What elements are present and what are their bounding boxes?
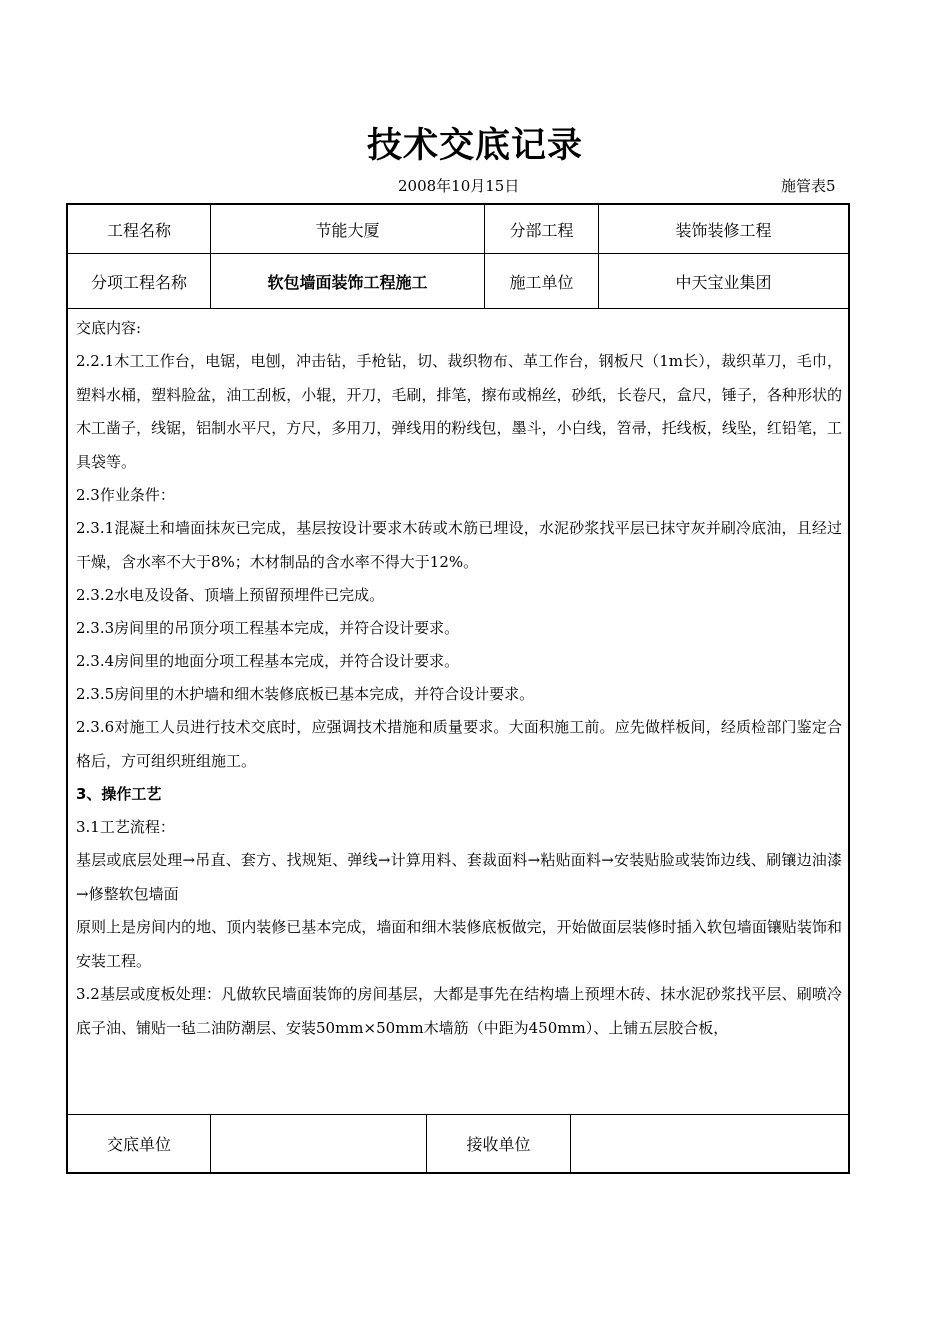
section-3-heading: 3、操作工艺: [76, 785, 162, 803]
content-intro: 交底内容:: [76, 319, 142, 337]
issuer-label: 交底单位: [68, 1115, 211, 1172]
issuer-value: [211, 1115, 427, 1172]
disclosure-content: [76, 312, 842, 1045]
page-title: 技术交底记录: [366, 126, 583, 166]
receiver-label: 接收单位: [427, 1115, 571, 1172]
record-date: 2008年10月15日: [398, 177, 520, 195]
paragraph-2-3: 2.3作业条件：: [76, 486, 175, 504]
paragraph-3-2: 3.2基层或度板处理：凡做软民墙面装饰的房间基层，大都是事先在结构墙上预埋木砖、抹水泥砂浆找平层、刷喷冷底子油、铺贴一毡二油防潮层、安装50mm×50mm木墙筋（中距为450mm）、上铺五层胶合板，: [76, 985, 842, 1037]
paragraph-2-3-3: 2.3.3房间里的吊顶分项工程基本完成，并符合设计要求。: [76, 619, 460, 637]
record-table: [66, 203, 850, 1174]
paragraph-3-1: 3.1工艺流程：: [76, 818, 175, 836]
paragraph-2-3-1: 2.3.1混凝土和墙面抹灰已完成，基层按设计要求木砖或木筋已埋设，水泥砂浆找平层已抹守灰并刷冷底油，且经过干燥，含水率不大于8%；木材制品的含水率不得大于12%。: [76, 519, 842, 571]
form-number: 施管表5: [781, 177, 836, 195]
receiver-value: [571, 1115, 848, 1172]
paragraph-2-3-6: 2.3.6对施工人员进行技术交底时，应强调技术措施和质量要求。大面积施工前。应先做样板间，经质检部门鉴定合格后，方可组织班组施工。: [76, 718, 842, 770]
division-label: 分部工程: [485, 205, 599, 253]
project-name-value: 节能大厦: [211, 205, 485, 253]
subitem-value: 软包墙面装饰工程施工: [211, 254, 485, 308]
paragraph-process-flow: 基层或底层处理→吊直、套方、找规矩、弹线→计算用料、套裁面料→粘贴面料→安装贴脸或装饰边线、刷镶边油漆→修整软包墙面: [76, 851, 842, 903]
subitem-label: 分项工程名称: [68, 254, 211, 308]
project-name-label: 工程名称: [68, 205, 211, 253]
contractor-label: 施工单位: [485, 254, 599, 308]
paragraph-2-3-5: 2.3.5房间里的木护墙和细木装修底板已基本完成，并符合设计要求。: [76, 685, 535, 703]
paragraph-principle: 原则上是房间内的地、顶内装修已基本完成，墙面和细木装修底板做完，开始做面层装修时插入软包墙面镶贴装饰和安装工程。: [76, 918, 842, 970]
header-row-1: [68, 205, 848, 254]
paragraph-2-3-2: 2.3.2水电及设备、顶墙上预留预埋件已完成。: [76, 586, 385, 604]
contractor-value: 中天宝业集团: [675, 272, 772, 292]
paragraph-2-2-1: 2.2.1木工工作台，电锯，电刨，冲击钻，手枪钻，切、裁织物布、革工作台，钢板尺（1m长），裁织革刀，毛巾，塑料水桶，塑料脸盆，油工刮板，小辊，开刀，毛刷，排笔，擦布或棉丝，砂纸，长卷尺，盒尺，锤子，各种形状的木工凿子，线锯，铝制水平尺，方尺，多用刀，弹线用的粉线包，墨斗，小白线，笤帚，托线板，线坠，红铅笔，工具袋等。: [76, 352, 842, 471]
division-value: 装饰装修工程: [675, 220, 772, 240]
footer-row: [68, 1114, 848, 1172]
paragraph-2-3-4: 2.3.4房间里的地面分项工程基本完成，并符合设计要求。: [76, 652, 460, 670]
header-row-2: [68, 254, 848, 309]
